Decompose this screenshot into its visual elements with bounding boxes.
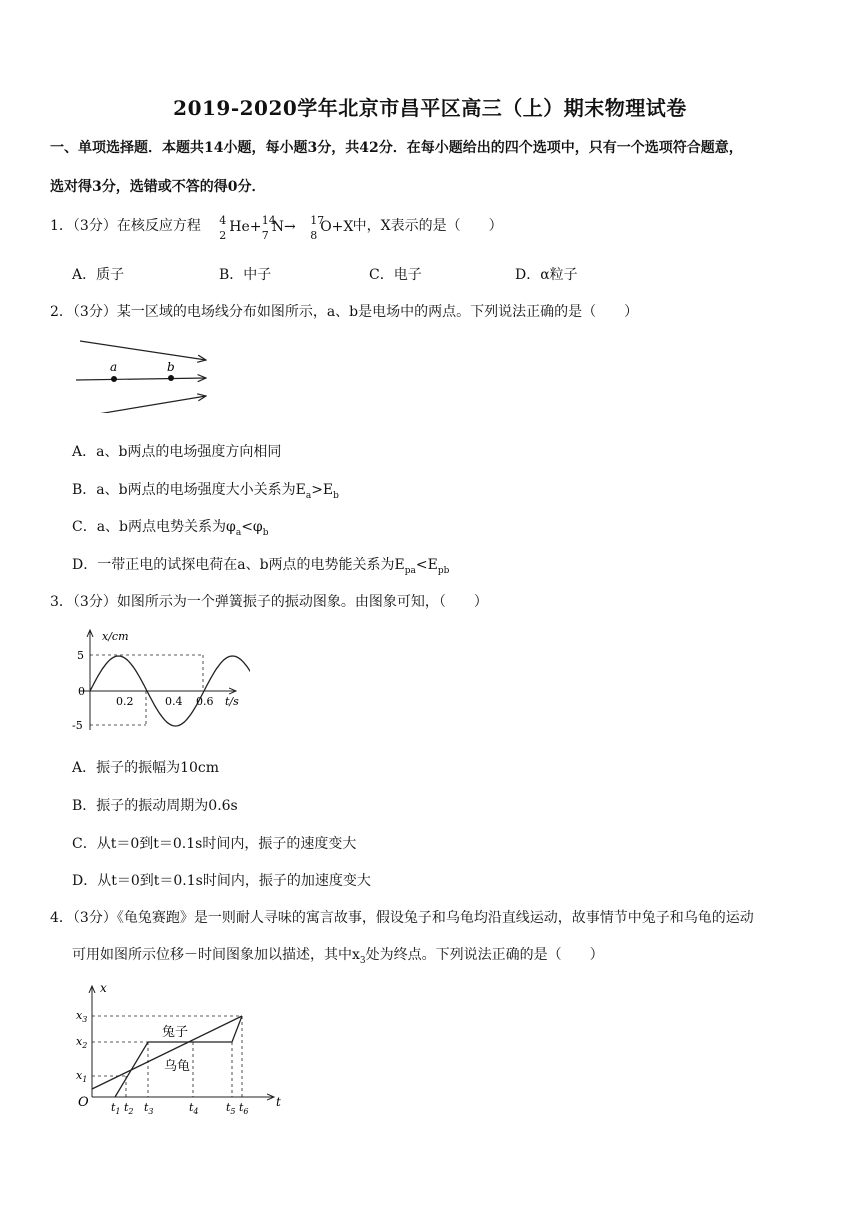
t1-label: $t_1$ (111, 1101, 121, 1115)
question-1-option-d[interactable]: D．α粒子 (515, 267, 578, 283)
question-1-option-c[interactable]: C．电子 (369, 267, 422, 283)
question-1-stem: 1．（3分）在核反应方程 4 2 He+ 14 7 N→ 17 8 O+X 中，X表示的是（ ） (50, 214, 503, 242)
x-tick-0.2: 0.2 (116, 695, 134, 708)
section-heading-line1: 一、单项选择题．本题共14小题，每小题3分，共42分．在每小题给出的四个选项中，只有一个选项符合题意， (50, 140, 743, 156)
question-2-stem: 2．（3分）某一区域的电场线分布如图所示，a、b是电场中的两点。下列说法正确的是（ ） (50, 304, 639, 320)
origin-label: O (78, 1095, 89, 1110)
question-3-option-b[interactable]: B．振子的振动周期为0.6s (72, 798, 238, 814)
question-2-option-b[interactable]: B．a、b两点的电场强度大小关系为$E_a>E_b$ (72, 482, 339, 501)
question-3-option-a[interactable]: A．振子的振幅为10cm (72, 760, 220, 776)
point-b-dot (168, 375, 174, 381)
y-tick-5: 5 (77, 649, 84, 662)
field-line-middle (76, 378, 206, 380)
x3-label: $x_3$ (76, 1009, 88, 1024)
question-3-option-c[interactable]: C．从t＝0到t＝0.1s时间内，振子的速度变大 (72, 836, 357, 852)
oxygen-nuclide: 17 8 O+X (310, 214, 354, 242)
oscillation-graph (70, 622, 250, 734)
point-a-dot (111, 376, 117, 382)
x-axis-label: x (100, 981, 107, 995)
t6-label: $t_6$ (239, 1101, 249, 1115)
t5-label: $t_5$ (226, 1101, 236, 1115)
t2-label: $t_2$ (124, 1101, 134, 1115)
rabbit-label: 兔子 (162, 1025, 189, 1040)
question-2-option-c[interactable]: C．a、b两点电势关系为$\varphi_a<\varphi_b$ (72, 519, 269, 538)
x1-label: $x_1$ (76, 1069, 88, 1084)
question-2-option-a[interactable]: A．a、b两点的电场强度方向相同 (72, 444, 282, 460)
y-axis-label: x/cm (102, 630, 129, 643)
t3-label: $t_3$ (144, 1101, 154, 1115)
section-heading-line2: 选对得3分，选错或不答的得0分． (50, 179, 266, 195)
x-tick-0.4: 0.4 (165, 695, 183, 708)
x-axis-label: t/s (225, 695, 239, 708)
nitrogen-nuclide: 14 7 N→ (261, 214, 296, 242)
point-a-label: a (110, 360, 118, 374)
electric-field-figure (70, 333, 220, 413)
question-2-option-d[interactable]: D．一带正电的试探电荷在a、b两点的电势能关系为$E_{pa}<E_{pb}$ (72, 557, 450, 576)
tortoise-label: 乌龟 (164, 1059, 191, 1074)
field-line-top (80, 341, 206, 360)
question-3-stem: 3．（3分）如图所示为一个弹簧振子的振动图象。由图象可知，（ ） (50, 594, 488, 610)
question-4-stem-line2: 可用如图所示位移－时间图象加以描述，其中$x_3$处为终点。下列说法正确的是（ ） (72, 947, 604, 966)
t4-label: $t_4$ (189, 1101, 199, 1115)
question-4-stem-line1: 4．（3分）《龟兔赛跑》是一则耐人寻味的寓言故事，假设兔子和乌龟均沿直线运动，故事情节中兔子和乌龟的运动 (50, 910, 754, 926)
point-b-label: b (167, 360, 175, 374)
y-tick-0: 0 (78, 685, 85, 698)
x-tick-0.6: 0.6 (196, 695, 214, 708)
question-3-option-d[interactable]: D．从t＝0到t＝0.1s时间内，振子的加速度变大 (72, 873, 371, 889)
race-graph (68, 980, 288, 1115)
helium-nuclide: 4 2 He+ (219, 214, 262, 242)
exam-title: 2019-2020学年北京市昌平区高三（上）期末物理试卷 (173, 96, 687, 120)
y-tick-neg5: -5 (72, 719, 83, 732)
question-1-option-b[interactable]: B．中子 (219, 267, 272, 283)
question-1-option-a[interactable]: A．质子 (72, 267, 125, 283)
t-axis-label: t (276, 1095, 281, 1109)
x2-label: $x_2$ (76, 1035, 88, 1050)
field-line-bottom (80, 396, 206, 413)
